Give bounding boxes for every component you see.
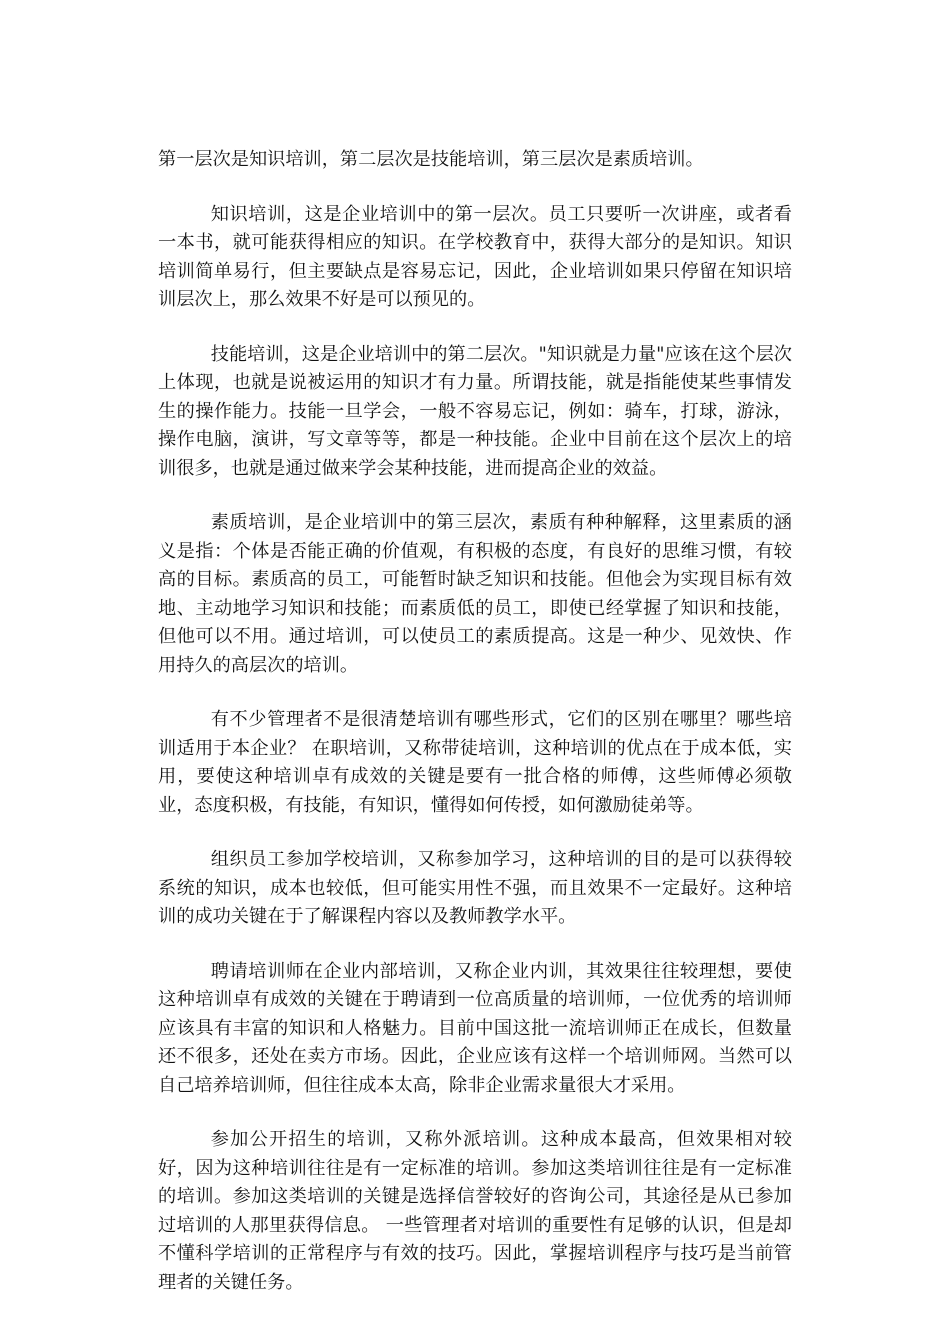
document-page [158, 146, 792, 1323]
paragraph-external-training: 参加公开招生的培训，又称外派培训。这种成本最高，但效果相对较好，因为这种培训往往是有一定标准的培训。参加这类培训往往是有一定标准的培训。参加这类培训的关键是选择信誉较好的咨询公司，其途径是从已参加过培训的人那里获得信息。 一些管理者对培训的重要性有足够的认识，但是却不懂科学培训的正常程序与有效的技巧。因此，掌握培训程序与技巧是当前管理者的关键任务。 [158, 1129, 792, 1293]
paragraph-knowledge-training: 知识培训，这是企业培训中的第一层次。员工只要听一次讲座，或者看一本书，就可能获得相应的知识。在学校教育中，获得大部分的是知识。知识培训简单易行，但主要缺点是容易忘记，因此，企业培训如果只停留在知识培训层次上，那么效果不好是可以预见的。 [158, 203, 792, 310]
paragraph-quality-training: 素质培训，是企业培训中的第三层次，素质有种种解释，这里素质的涵义是指：个体是否能正确的价值观，有积极的态度，有良好的思维习惯，有较高的目标。素质高的员工，可能暂时缺乏知识和技能。但他会为实现目标有效地、主动地学习知识和技能；而素质低的员工，即使已经掌握了知识和技能，但他可以不用。通过培训，可以使员工的素质提高。这是一种少、见效快、作用持久的高层次的培训。 [158, 512, 792, 676]
paragraph-training-levels: 第一层次是知识培训，第二层次是技能培训，第三层次是素质培训。 [158, 149, 704, 170]
paragraph-on-job-training: 有不少管理者不是很清楚培训有哪些形式，它们的区别在哪里？哪些培训适用于本企业？ 在职培训，又称带徒培训，这种培训的优点在于成本低，实用，要使这种培训卓有成效的关键是要有一批合格的师傅，这些师傅必须敬业，态度积极，有技能，有知识，懂得如何传授，如何激励徒弟等。 [158, 709, 792, 816]
paragraph-school-training: 组织员工参加学校培训，又称参加学习，这种培训的目的是可以获得较系统的知识，成本也较低，但可能实用性不强，而且效果不一定最好。这种培训的成功关键在于了解课程内容以及教师教学水平。 [158, 849, 792, 927]
paragraph-skill-training: 技能培训，这是企业培训中的第二层次。"知识就是力量"应该在这个层次上体现，也就是说被运用的知识才有力量。所谓技能，就是指能使某些事情发生的操作能力。技能一旦学会，一般不容易忘记，例如：骑车，打球，游泳，操作电脑，演讲，写文章等等，都是一种技能。企业中目前在这个层次上的培训很多，也就是通过做来学会某种技能，进而提高企业的效益。 [158, 343, 792, 479]
paragraph-internal-training: 聘请培训师在企业内部培训，又称企业内训，其效果往往较理想，要使这种培训卓有成效的关键在于聘请到一位高质量的培训师，一位优秀的培训师应该具有丰富的知识和人格魅力。目前中国这批一流培训师正在成长，但数量还不很多，还处在卖方市场。因此，企业应该有这样一个培训师网。当然可以自己培养培训师，但往往成本太高，除非企业需求量很大才采用。 [158, 960, 792, 1096]
